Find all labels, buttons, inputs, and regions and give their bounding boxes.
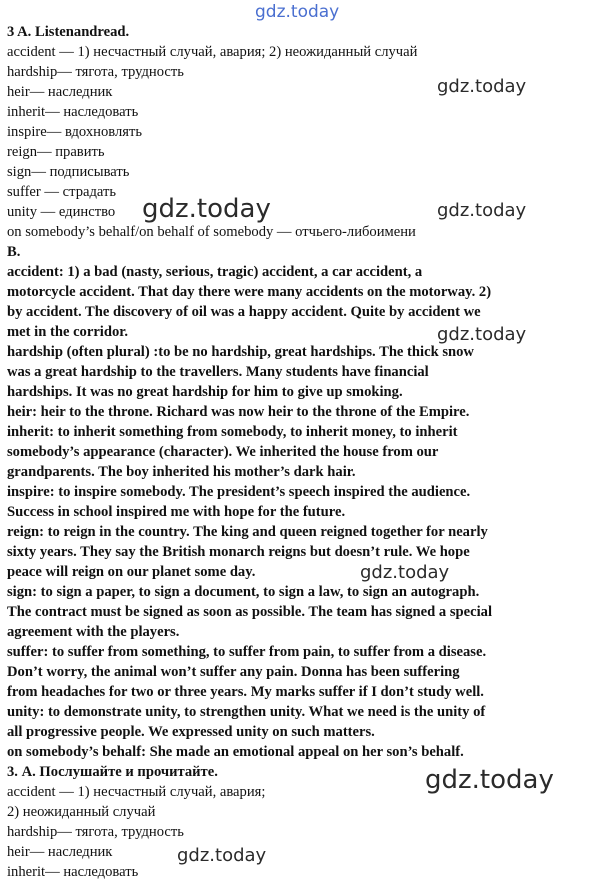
vocab-line-inspire: inspire— вдохновлять — [7, 124, 142, 140]
body-line: somebody’s appearance (character). We inherited the house from our — [7, 444, 439, 460]
body-line: agreement with the players. — [7, 624, 180, 640]
body-line: grandparents. The boy inherited his mother’s dark hair. — [7, 464, 356, 480]
body-line: peace will reign on our planet some day. — [7, 564, 256, 580]
body-line: hardship (often plural) :to be no hardship, great hardships. The thick snow — [7, 344, 474, 360]
section-heading-3a-ru: 3. А. Послушайте и прочитайте. — [7, 764, 218, 780]
body-line: Don’t worry, the animal won’t suffer any pain. Donna has been suffering — [7, 664, 460, 680]
vocab-line-reign: reign— править — [7, 144, 105, 160]
vocab-line-suffer: suffer — страдать — [7, 184, 117, 200]
watermark: gdz.today — [437, 324, 527, 345]
body-line: reign: to reign in the country. The king and queen reigned together for nearly — [7, 524, 488, 540]
body-line: inspire: to inspire somebody. The president’s speech inspired the audience. — [7, 484, 471, 500]
vocab-line-heir-ru: heir— наследник — [7, 844, 113, 860]
body-line: was a great hardship to the travellers. Many students have financial — [7, 364, 429, 380]
body-line: suffer: to suffer from something, to suffer from pain, to suffer from a disease. — [7, 644, 487, 660]
body-line: all progressive people. We expressed unity on such matters. — [7, 724, 375, 740]
body-line: heir: heir to the throne. Richard was now heir to the throne of the Empire. — [7, 404, 470, 420]
body-line: accident: 1) a bad (nasty, serious, tragic) accident, a car accident, a — [7, 264, 423, 280]
body-line: inherit: to inherit something from somebody, to inherit money, to inherit — [7, 424, 458, 440]
watermark: gdz.today — [437, 76, 527, 97]
body-line: from headaches for two or three years. My marks suffer if I don’t study well. — [7, 684, 484, 700]
body-line: on somebody’s behalf: She made an emotional appeal on her son’s behalf. — [7, 744, 464, 760]
body-line: met in the corridor. — [7, 324, 129, 340]
watermark: gdz.today — [425, 765, 554, 795]
vocab-line-accident-ru-2: 2) неожиданный случай — [7, 804, 156, 820]
vocab-line-unity: unity — единство — [7, 204, 116, 220]
body-line: hardships. It was no great hardship for him to give up smoking. — [7, 384, 403, 400]
vocab-line-sign: sign— подписывать — [7, 164, 130, 180]
watermark: gdz.today — [177, 845, 267, 866]
watermark: gdz.today — [437, 200, 527, 221]
body-line: Success in school inspired me with hope for the future. — [7, 504, 346, 520]
vocab-line-inherit: inherit— наследовать — [7, 104, 139, 120]
watermark: gdz.today — [255, 2, 340, 22]
vocab-line-inherit-ru: inherit— наследовать — [7, 864, 139, 880]
body-line: unity: to demonstrate unity, to strengthen unity. What we need is the unity of — [7, 704, 486, 720]
body-line: motorcycle accident. That day there were many accidents on the motorway. 2) — [7, 284, 492, 300]
vocab-line-behalf: on somebody’s behalf/on behalf of somebody — отчьего-либоимени — [7, 224, 416, 240]
section-heading-3a: 3 A. Listenandread. — [7, 24, 130, 40]
section-heading-b: B. — [7, 244, 21, 260]
watermark: gdz.today — [360, 562, 450, 583]
vocab-line-hardship: hardship— тягота, трудность — [7, 64, 184, 80]
body-line: sixty years. They say the British monarch reigns but doesn’t rule. We hope — [7, 544, 470, 560]
body-line: sign: to sign a paper, to sign a document, to sign a law, to sign an autograph. — [7, 584, 480, 600]
vocab-line-accident: accident — 1) несчастный случай, авария; 2) неожиданный случай — [7, 44, 418, 60]
vocab-line-hardship-ru: hardship— тягота, трудность — [7, 824, 184, 840]
vocab-line-heir: heir— наследник — [7, 84, 113, 100]
body-line: by accident. The discovery of oil was a happy accident. Quite by accident we — [7, 304, 481, 320]
body-line: The contract must be signed as soon as possible. The team has signed a special — [7, 604, 493, 620]
vocab-line-accident-ru: accident — 1) несчастный случай, авария; — [7, 784, 266, 800]
watermark: gdz.today — [142, 194, 271, 224]
